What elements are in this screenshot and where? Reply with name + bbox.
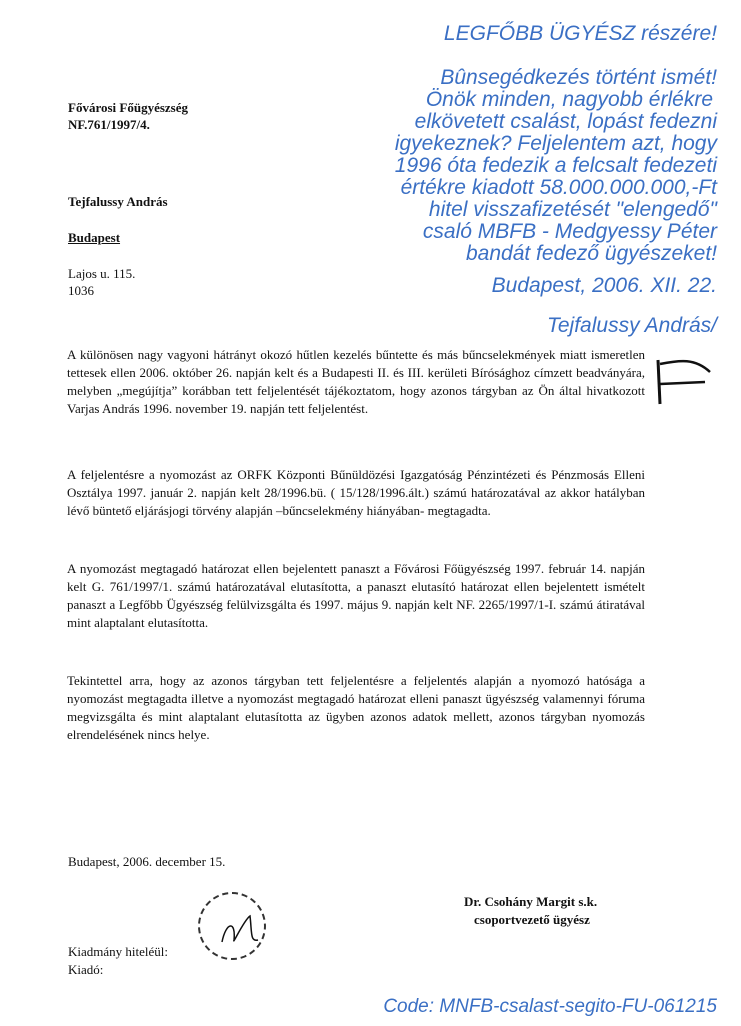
paragraph-1: A különösen nagy vagyoni hátrányt okozó hűtlen kezelés bűntette és más bűncselekmények miatt ismeretlen tettesek ellen 2006. október 26. napján kelt és a Budapesti II. és III. kerületi Bírósághoz címzett beadványára, melyben „megújítja” korábban tett feljelentését tájékoztatom, hogy azonos tárgyban az Ön által hivatkozott Varjas András 1996. november 19. napján tett feljelentést. (67, 347, 645, 416)
appeal-line-5: 1996 óta fedezik a felcsalt fedezeti (394, 154, 717, 177)
handwritten-mark (650, 352, 720, 412)
appeal-line-6: értékre kiadott 58.000.000.000,-Ft (400, 176, 717, 199)
issuer-label: Kiadó: (68, 962, 104, 977)
appeal-line-4: igyekeznek? Feljelentem azt, hogy (394, 132, 717, 155)
reference-number: NF.761/1997/4. (68, 117, 150, 132)
annotation-title: LEGFŐBB ÜGYÉSZ részére! (443, 22, 717, 45)
appeal-line-8: csaló MBFB - Medgyessy Péter (422, 220, 717, 243)
paragraph-2: A feljelentésre a nyomozást az ORFK Központi Bűnüldözési Igazgatóság Pénzintézeti és Pénzmosás Elleni Osztálya 1997. január 2. napján kelt 28/1996.bü. ( 15/128/1996.ált.) számú határozatával az akkor hatályban lévő büntető eljárásjogi törvény alapján –bűncselekmény hiányában- megtagadta. (67, 467, 645, 518)
annotation-signature: Tejfalussy András/ (546, 314, 717, 337)
addressee-city: Budapest (68, 230, 121, 245)
signature-scribble (214, 912, 264, 952)
signer-name: Dr. Csohány Margit s.k. (464, 894, 598, 909)
paragraph-4: Tekintettel arra, hogy az azonos tárgyban tett feljelentésre a feljelentés alapján a nyomozó hatósága a nyomozást megtagadta illetve a nyomozást megtagadó határozat elleni panaszt ügyészség valamennyi fóruma megvizsgálta és mint alaptalant elutasította az ügyben azonos adatok mellett, azonos tárgyban nyomozás elrendelésének nincs helye. (67, 673, 645, 742)
addressee-street: Lajos u. 115. (68, 266, 136, 281)
certified-label: Kiadmány hiteléül: (68, 944, 169, 959)
appeal-line-7: hitel visszafizetését "elengedő" (428, 198, 717, 221)
appeal-line-2: Önök minden, nagyobb érlékre (425, 88, 713, 111)
addressee-name: Tejfalussy András (68, 194, 168, 209)
addressee-zip: 1036 (68, 283, 94, 298)
office-name: Fővárosi Főügyészség (68, 100, 188, 115)
appeal-line-9: bandát fedező ügyészeket! (465, 242, 717, 265)
signer-title: csoportvezető ügyész (474, 912, 590, 927)
appeal-line-1: Bûnsegédkezés történt ismét! (440, 66, 717, 89)
appeal-line-3: elkövetett csalást, lopást fedezni (414, 110, 717, 133)
document-code: Code: MNFB-csalast-segito-FU-061215 (383, 996, 717, 1017)
closing-place-date: Budapest, 2006. december 15. (68, 854, 226, 869)
annotation-place-date: Budapest, 2006. XII. 22. (491, 274, 717, 297)
paragraph-3: A nyomozást megtagadó határozat ellen bejelentett panaszt a Fővárosi Főügyészség 1997. február 14. napján kelt G. 761/1997/1. számú határozatával elutasította, a panaszt elutasító határozat ellen bejelentett ismételt panaszt a Legfőbb Ügyészség felülvizsgálta és 1997. május 9. napján kelt NF. 2265/1997/1-I. számú átiratával mint alaptalant elutasította. (67, 561, 645, 630)
